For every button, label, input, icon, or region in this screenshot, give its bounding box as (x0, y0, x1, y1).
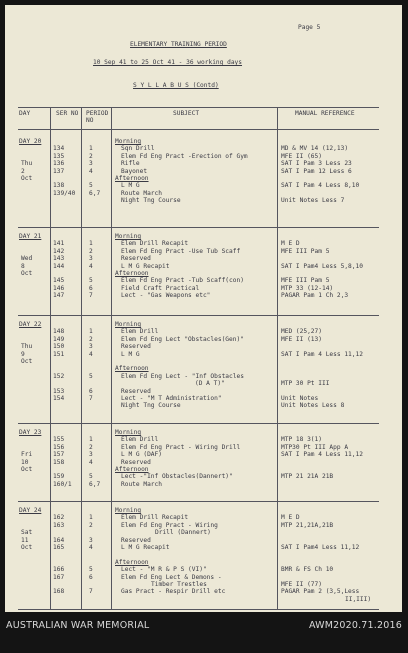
row-subject: Night Tng Course (121, 402, 181, 410)
row-subject: Lect -"Inf Obstacles(Dannert)" (121, 473, 233, 481)
session-label: Afternoon (115, 270, 149, 277)
row-subject: Elem Fd Eng Pract -Erection of Gym (121, 152, 248, 160)
row-ser-no: 144 (53, 262, 65, 270)
row-subject: Reserved (121, 255, 151, 263)
day-separator-rule (18, 423, 379, 424)
syllabus-heading: S Y L L A B U S (Contd) (133, 82, 219, 89)
row-ser-no: 150 (53, 343, 65, 351)
row-manual-reference: SAT I Pam 12 Less 6 (281, 167, 352, 175)
row-manual-reference: SAT I Pam 3 Less 23 (281, 160, 352, 168)
row-manual-reference: MTP30 Pt III App A (281, 443, 349, 451)
table-bottom-rule (18, 609, 379, 610)
row-subject: Lect - "Gas Weapons etc" (121, 292, 211, 300)
header-top-rule (18, 107, 379, 108)
row-subject: Route March (121, 480, 162, 488)
row-manual-reference: MTP 33 (12-14) (281, 284, 334, 292)
row-period-no: 5 (89, 372, 93, 380)
column-divider (81, 107, 82, 609)
day-weekday: Fri (21, 451, 33, 459)
row-ser-no: 151 (53, 350, 65, 358)
day-weekday: Thu (21, 343, 33, 351)
document-page (5, 5, 402, 612)
row-manual-reference: PAGAR Pam 2 (3,5,Less (281, 588, 360, 596)
day-date: 8 (21, 262, 25, 270)
row-subject: Elem Fd Eng Lect & Demons - (121, 573, 222, 581)
col-header-ser-no: SER NO (56, 110, 79, 117)
archive-reference: AWM2020.71.2016 (308, 620, 402, 631)
row-subject: Lect - "M T Administration" (121, 395, 222, 402)
row-subject: Rifle (121, 160, 140, 168)
row-subject: Lect - "M R & P S (VI)" (121, 566, 207, 574)
row-ser-no: 139/40 (53, 189, 76, 197)
row-subject: Bayonet (121, 167, 148, 175)
row-manual-reference: MD & MV 14 (12,13) (281, 145, 349, 153)
row-period-no: 3 (89, 536, 93, 544)
row-ser-no: 168 (53, 588, 65, 596)
row-period-no: 6,7 (89, 480, 101, 488)
column-divider (50, 107, 51, 609)
session-label: Afternoon (115, 466, 149, 473)
row-period-no: 2 (89, 247, 93, 255)
col-header-manual-reference: MANUAL REFERENCE (295, 110, 355, 117)
row-period-no: 7 (89, 292, 93, 300)
day-month: Oct (21, 544, 33, 551)
row-manual-reference: Unit Notes Less 7 (281, 197, 345, 205)
col-header-day: DAY (19, 110, 31, 117)
row-subject: Elem Fd Eng Pract -Use Tub Scaff (121, 247, 241, 255)
row-manual-reference: MED (25,27) (281, 328, 322, 336)
row-subject: L M G Recapit (121, 544, 170, 551)
row-ser-no: 156 (53, 443, 65, 451)
row-subject: Gas Pract - Respir Drill etc (121, 588, 226, 596)
row-period-no: 1 (89, 240, 93, 248)
document-subtitle: 10 Sep 41 to 25 Oct 41 - 36 working days (93, 59, 243, 66)
row-subject: Reserved (121, 536, 151, 544)
column-divider (111, 107, 112, 609)
row-subject: (D A T)" (195, 380, 225, 388)
row-ser-no: 134 (53, 145, 65, 153)
row-ser-no: 164 (53, 536, 65, 544)
row-period-no: 2 (89, 335, 93, 343)
row-manual-reference: SAT I Pam 4 Less 11,12 (281, 451, 363, 459)
row-subject: Field Craft Practical (121, 284, 200, 292)
row-ser-no: 155 (53, 436, 65, 444)
row-ser-no: 147 (53, 292, 65, 300)
row-manual-reference: MTP 21,21A,21B (281, 521, 334, 529)
row-manual-reference: SAT I Pam 4 Less 8,10 (281, 182, 360, 190)
row-subject: Elem Fd Eng Pract - Wiring (121, 521, 218, 529)
row-period-no: 5 (89, 473, 93, 481)
row-period-no: 4 (89, 262, 93, 270)
row-period-no: 6 (89, 284, 93, 292)
row-period-no: 2 (89, 521, 93, 529)
day-separator-rule (18, 501, 379, 502)
row-subject: Timber Trestles (151, 581, 207, 588)
row-subject: L M G (121, 182, 140, 190)
row-ser-no: 138 (53, 182, 65, 190)
row-subject: L M G Recapit (121, 262, 170, 270)
row-ser-no: 159 (53, 473, 65, 481)
session-label: Afternoon (115, 558, 149, 566)
row-manual-reference: M E D (281, 240, 300, 248)
day-date: 2 (21, 167, 25, 175)
row-ser-no: 166 (53, 566, 65, 574)
row-period-no: 6 (89, 573, 93, 581)
row-subject: Elem Fd Eng Lect - "Inf Obstacles (121, 372, 244, 380)
page-number: Page 5 (298, 24, 321, 31)
row-period-no: 4 (89, 544, 93, 551)
row-ser-no: 157 (53, 451, 65, 459)
row-subject: Elem Fd Eng Pract - Wiring Drill (121, 443, 241, 451)
row-ser-no: 160/1 (53, 480, 72, 488)
row-manual-reference: MFE II (13) (281, 335, 322, 343)
row-manual-reference: MTP 30 Pt III (281, 380, 330, 388)
row-manual-reference: SAT I Pam4 Less 5,8,10 (281, 262, 363, 270)
day-month: Oct (21, 466, 33, 473)
row-ser-no: 148 (53, 328, 65, 336)
row-subject: Reserved (121, 387, 151, 395)
day-label: DAY 23 (19, 429, 42, 436)
row-manual-reference: SAT I Pam4 Less 11,12 (281, 544, 360, 551)
session-label: Morning (115, 138, 142, 145)
row-period-no: 1 (89, 328, 93, 336)
row-period-no: 1 (89, 514, 93, 522)
row-period-no: 4 (89, 458, 93, 466)
row-period-no: 7 (89, 395, 93, 402)
day-month: Oct (21, 358, 33, 365)
col-header-period-no: PERIOD NO (86, 110, 109, 124)
day-date: 11 (21, 536, 29, 544)
day-label: DAY 20 (19, 138, 42, 145)
row-subject: Reserved (121, 458, 151, 466)
row-ser-no: 167 (53, 573, 65, 581)
col-header-subject: SUBJECT (173, 110, 200, 117)
row-manual-reference: Unit Notes Less 8 (281, 402, 345, 410)
session-label: Afternoon (115, 365, 149, 373)
row-ser-no: 153 (53, 387, 65, 395)
row-manual-reference: MFE III Pam 5 (281, 247, 330, 255)
row-ser-no: 146 (53, 284, 65, 292)
row-manual-reference: Unit Notes (281, 395, 319, 402)
row-subject: Elem Drill (121, 328, 159, 336)
row-manual-reference: MFE II (77) (281, 581, 322, 588)
document-title: ELEMENTARY TRAINING PERIOD (130, 41, 227, 48)
row-period-no: 3 (89, 160, 93, 168)
row-manual-reference: II,III) (345, 595, 372, 603)
row-ser-no: 141 (53, 240, 65, 248)
row-ser-no: 152 (53, 372, 65, 380)
row-ser-no: 142 (53, 247, 65, 255)
day-separator-rule (18, 227, 379, 228)
row-period-no: 7 (89, 588, 93, 596)
row-period-no: 1 (89, 436, 93, 444)
row-subject: Elem Drill Recapit (121, 514, 189, 522)
row-manual-reference: BMR & FS Ch 10 (281, 566, 334, 574)
row-ser-no: 165 (53, 544, 65, 551)
day-month: Oct (21, 270, 33, 277)
row-subject: Drill (Dannert) (155, 529, 211, 537)
row-ser-no: 158 (53, 458, 65, 466)
row-period-no: 2 (89, 152, 93, 160)
day-label: DAY 21 (19, 233, 42, 240)
session-label: Morning (115, 233, 142, 240)
session-label: Afternoon (115, 175, 149, 182)
row-ser-no: 143 (53, 255, 65, 263)
row-period-no: 1 (89, 145, 93, 153)
row-ser-no: 154 (53, 395, 65, 402)
day-weekday: Sat (21, 529, 33, 537)
day-label: DAY 24 (19, 507, 42, 514)
row-ser-no: 149 (53, 335, 65, 343)
row-subject: Elem Fd Eng Pract -Tub Scaff(con) (121, 277, 244, 285)
day-separator-rule (18, 315, 379, 316)
archive-credit: AUSTRALIAN WAR MEMORIAL (6, 620, 150, 631)
row-manual-reference: MTP 21 21A 21B (281, 473, 334, 481)
row-period-no: 5 (89, 566, 93, 574)
row-ser-no: 163 (53, 521, 65, 529)
row-period-no: 4 (89, 167, 93, 175)
row-period-no: 6 (89, 387, 93, 395)
row-manual-reference: M E D (281, 514, 300, 522)
day-weekday: Wed (21, 255, 33, 263)
row-subject: Elem Fd Eng Lect "Obstacles(Gen)" (121, 335, 244, 343)
row-ser-no: 137 (53, 167, 65, 175)
row-subject: Night Tng Course (121, 197, 181, 205)
row-period-no: 4 (89, 350, 93, 358)
day-weekday: Thu (21, 160, 33, 168)
day-label: DAY 22 (19, 321, 42, 328)
row-subject: Sqn Drill (121, 145, 155, 153)
row-subject: Elem Drill Recapit (121, 240, 189, 248)
row-subject: L M G (121, 350, 140, 358)
day-date: 10 (21, 458, 29, 466)
row-subject: L M G (DAF) (121, 451, 162, 459)
row-period-no: 3 (89, 451, 93, 459)
row-ser-no: 162 (53, 514, 65, 522)
row-period-no: 5 (89, 277, 93, 285)
row-period-no: 5 (89, 182, 93, 190)
row-manual-reference: MFE II (65) (281, 152, 322, 160)
header-bottom-rule (18, 129, 379, 130)
day-date: 9 (21, 350, 25, 358)
row-ser-no: 135 (53, 152, 65, 160)
row-period-no: 6,7 (89, 189, 101, 197)
row-manual-reference: MTP 18 3(1) (281, 436, 322, 444)
row-subject: Elem Drill (121, 436, 159, 444)
row-period-no: 2 (89, 443, 93, 451)
session-label: Morning (115, 507, 142, 514)
row-ser-no: 145 (53, 277, 65, 285)
session-label: Morning (115, 429, 142, 436)
archive-footer (0, 612, 408, 653)
row-manual-reference: MFE III Pam 5 (281, 277, 330, 285)
session-label: Morning (115, 321, 142, 328)
day-month: Oct (21, 175, 33, 182)
row-manual-reference: SAT I Pam 4 Less 11,12 (281, 350, 363, 358)
row-period-no: 3 (89, 255, 93, 263)
row-subject: Route March (121, 189, 162, 197)
row-ser-no: 136 (53, 160, 65, 168)
row-period-no: 3 (89, 343, 93, 351)
row-subject: Reserved (121, 343, 151, 351)
column-divider (277, 107, 278, 609)
row-manual-reference: PAGAR Pam 1 Ch 2,3 (281, 292, 349, 300)
